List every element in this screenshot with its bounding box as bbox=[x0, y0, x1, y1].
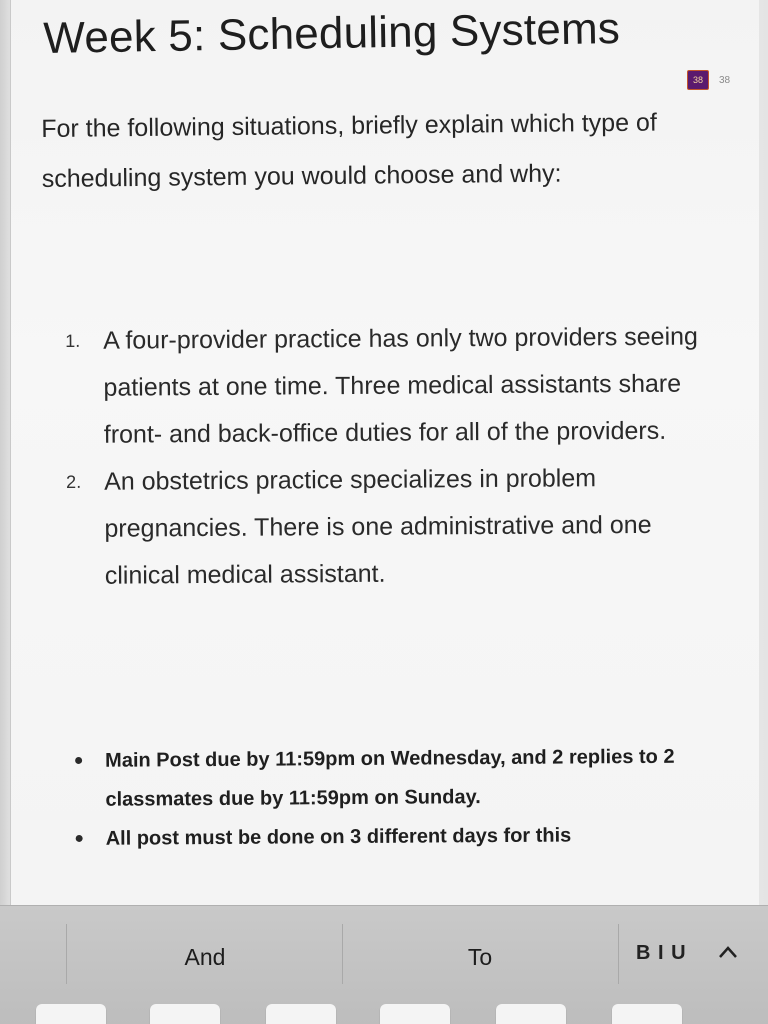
list-item bbox=[72, 815, 722, 859]
keyboard-key[interactable] bbox=[380, 1004, 450, 1024]
keyboard-key[interactable] bbox=[612, 1004, 682, 1024]
requirement-text: All post must be done on 3 different days for this bbox=[105, 824, 572, 850]
chevron-up-icon[interactable] bbox=[718, 942, 738, 962]
keyboard-key[interactable] bbox=[36, 1004, 106, 1024]
intro-text: For the following situations, briefly explain which type of scheduling system you would choose and why: bbox=[41, 108, 657, 193]
suggestion-to[interactable]: To bbox=[467, 943, 493, 970]
keyboard-key[interactable] bbox=[496, 1004, 566, 1024]
question-list bbox=[61, 314, 703, 600]
keyboard-suggestion-bar bbox=[0, 905, 768, 1024]
bullet-icon bbox=[76, 835, 83, 842]
suggestion-and[interactable]: And bbox=[184, 943, 226, 970]
status-badge[interactable]: 38 bbox=[687, 70, 709, 90]
keyboard-key[interactable] bbox=[266, 1004, 336, 1024]
page-title: Week 5: Scheduling Systems bbox=[43, 3, 621, 63]
list-item bbox=[62, 455, 703, 600]
divider bbox=[618, 924, 619, 984]
list-item bbox=[71, 737, 722, 820]
divider bbox=[66, 924, 67, 984]
question-number: 2. bbox=[66, 471, 82, 492]
post-content bbox=[10, 0, 759, 905]
format-button[interactable]: B I U bbox=[636, 942, 687, 964]
keyboard-key[interactable] bbox=[150, 1004, 220, 1024]
question-number: 1. bbox=[65, 330, 81, 351]
question-text: A four-provider practice has only two providers seeing patients at one time. Three medical assistants share front- and back-office duties for all of the providers. bbox=[103, 322, 698, 449]
badge-group bbox=[687, 70, 730, 90]
bullet-icon bbox=[75, 757, 82, 764]
divider bbox=[342, 924, 343, 984]
keyboard-row bbox=[0, 1004, 768, 1024]
badge-count: 38 bbox=[719, 74, 731, 86]
question-text: An obstetrics practice specializes in problem pregnancies. There is one administrative and one clinical medical assistant. bbox=[104, 464, 652, 590]
requirement-text: Main Post due by 11:59pm on Wednesday, and 2 replies to 2 classmates due by 11:59pm on Sunday. bbox=[105, 745, 675, 811]
list-item bbox=[61, 314, 702, 459]
requirements-list bbox=[71, 737, 722, 859]
